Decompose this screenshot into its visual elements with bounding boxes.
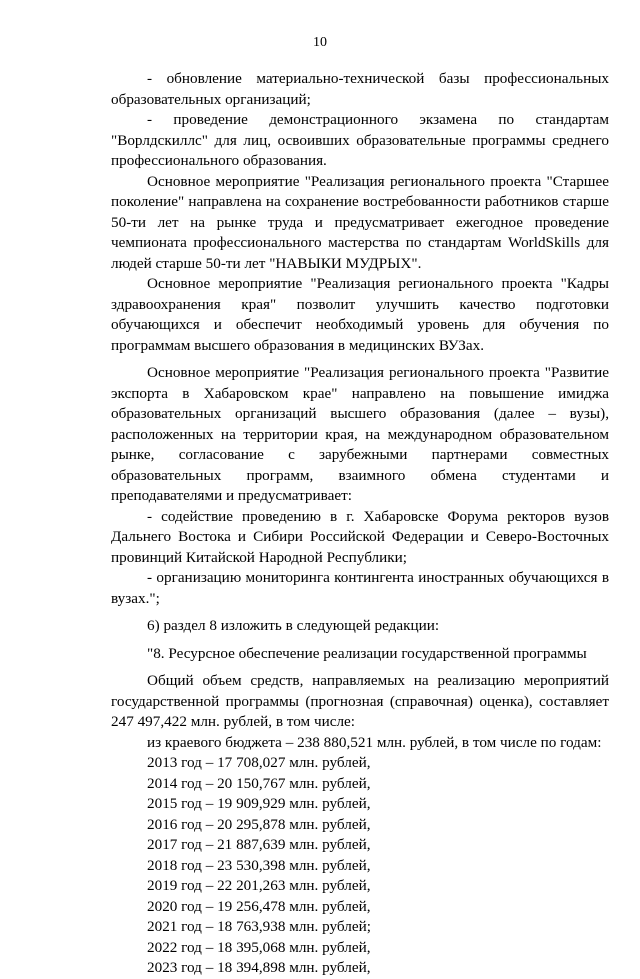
paragraph-regional-budget: из краевого бюджета – 238 880,521 млн. рублей, в том числе по годам: bbox=[147, 733, 602, 751]
list-item: 2014 год – 20 150,767 млн. рублей, bbox=[147, 774, 371, 792]
list-item: 2019 год – 22 201,263 млн. рублей, bbox=[147, 877, 371, 894]
list-item: 2016 год – 20 295,878 млн. рублей, bbox=[147, 815, 371, 833]
list-item: 2013 год – 17 708,027 млн. рублей, bbox=[147, 754, 371, 771]
paragraph-older-generation: Основное мероприятие "Реализация регионального проекта "Старшее поколение" направлена на сохранение востребованности работников старше 50-ти лет на рынке труда и предусматривает ежегодное проведение чемпионата профессионального мастерства по стандартам WorldSkills для людей старше 50-ти лет "НАВЫКИ МУДРЫХ". bbox=[111, 172, 609, 272]
paragraph-bullet-monitoring: - организацию мониторинга контингента иностранных обучающихся в вузах."; bbox=[111, 569, 609, 607]
list-item: 2017 год – 21 887,639 млн. рублей, bbox=[147, 836, 371, 853]
paragraph-export-development: Основное мероприятие "Реализация регионального проекта "Развитие экспорта в Хабаровском крае" направлено на повышение имиджа образовательных организаций высшего образования (далее – вузы), расположенных на территории края, на международном образовательном рынке, согласование с зарубежными партнерами совместных образовательных программ, взаимного обмена студентами и преподавателями и предусматривает: bbox=[111, 364, 609, 504]
yearly-budget-list bbox=[111, 753, 609, 979]
paragraph-total-funding: Общий объем средств, направляемых на реализацию мероприятий государственной программы (прогнозная (справочная) оценка), составляет 247 497,422 млн. рублей, в том числе: bbox=[111, 672, 609, 730]
list-item: 2015 год – 19 909,929 млн. рублей, bbox=[147, 795, 371, 812]
list-item: 2021 год – 18 763,938 млн. рублей; bbox=[147, 918, 371, 935]
list-item: 2018 год – 23 530,398 млн. рублей, bbox=[147, 856, 371, 874]
paragraph-bullet-demo-exam: - проведение демонстрационного экзамена по стандартам "Ворлдскиллс" для лиц, освоивших образовательные программы среднего профессионального образования. bbox=[111, 111, 609, 169]
paragraph-healthcare-staff: Основное мероприятие "Реализация регионального проекта "Кадры здравоохранения края" позволит улучшить качество подготовки обучающихся и обеспечит необходимый уровень для обучения по программам высшего образования в медицинских ВУЗах. bbox=[111, 275, 609, 354]
paragraph-bullet-rectors-forum: - содействие проведению в г. Хабаровске Форума ректоров вузов Дальнего Востока и Сибири Российской Федерации и Северо-Восточных провинций Китайской Народной Республики; bbox=[111, 507, 609, 566]
page-number: 10 bbox=[313, 35, 327, 50]
list-item: 2022 год – 18 395,068 млн. рублей, bbox=[147, 938, 371, 956]
list-item: 2020 год – 19 256,478 млн. рублей, bbox=[147, 897, 371, 915]
document-body bbox=[111, 69, 609, 979]
section-heading-resources: "8. Ресурсное обеспечение реализации государственной программы bbox=[147, 644, 587, 662]
list-item: 2023 год – 18 394,898 млн. рублей, bbox=[147, 959, 371, 976]
paragraph-section-8-intro: 6) раздел 8 изложить в следующей редакции: bbox=[147, 617, 440, 634]
paragraph-bullet-material-base: - обновление материально-технической базы профессиональных образовательных организаций; bbox=[111, 70, 609, 108]
